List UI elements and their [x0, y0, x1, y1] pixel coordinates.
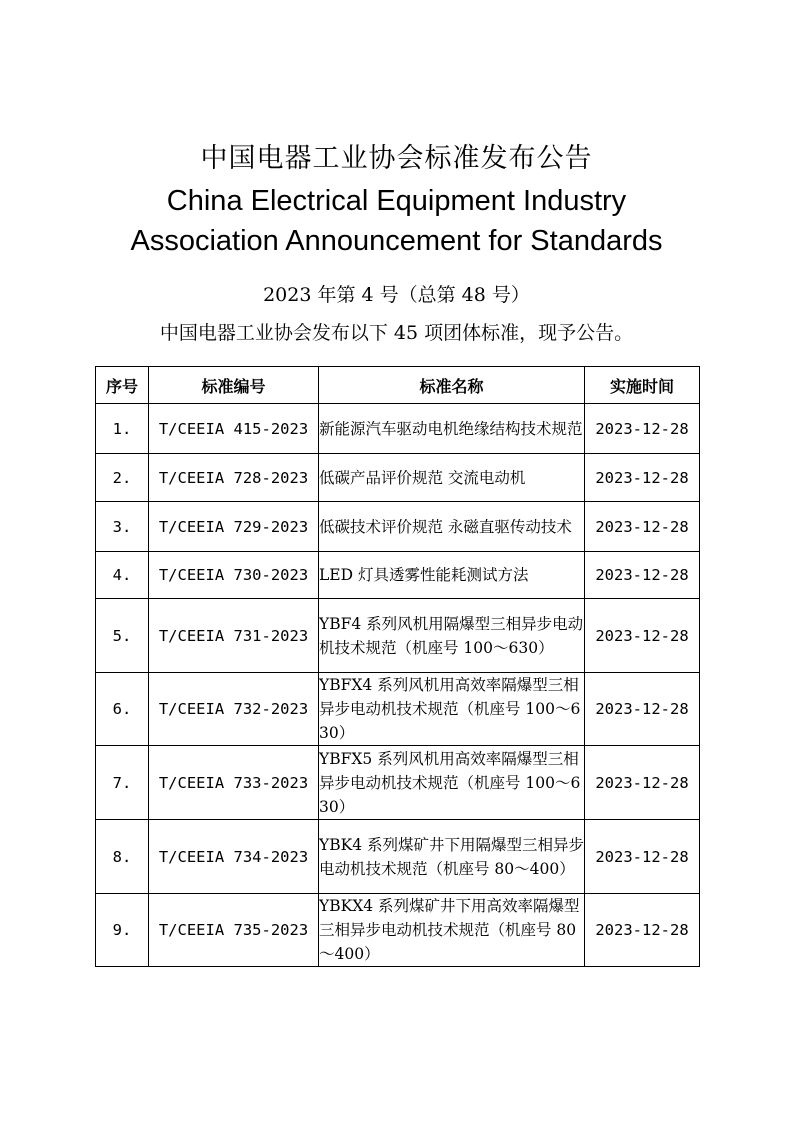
table-row: [96, 552, 700, 599]
row-date: 2023-12-28: [585, 502, 700, 552]
row-name: YBFX4 系列风机用高效率隔爆型三相异步电动机技术规范（机座号 100～630）: [319, 673, 585, 746]
row-code: T/CEEIA 728-2023: [149, 454, 319, 502]
intro-text: 中国电器工业协会发布以下 45 项团体标准，现予公告。: [159, 322, 634, 344]
row-code: T/CEEIA 731-2023: [149, 599, 319, 673]
row-date: 2023-12-28: [585, 673, 700, 746]
row-name: YBKX4 系列煤矿井下用高效率隔爆型三相异步电动机技术规范（机座号 80～400）: [319, 894, 585, 967]
row-date: 2023-12-28: [585, 894, 700, 967]
title-chinese: 中国电器工业协会标准发布公告: [200, 143, 593, 174]
table-row: [96, 746, 700, 820]
row-serial: 6.: [96, 673, 149, 746]
row-date: 2023-12-28: [585, 820, 700, 894]
table-row: [96, 454, 700, 502]
table-row: [96, 673, 700, 746]
row-name: LED 灯具透雾性能耗测试方法: [319, 552, 585, 599]
row-serial: 2.: [96, 454, 149, 502]
row-code: T/CEEIA 729-2023: [149, 502, 319, 552]
issue-number: 2023 年第 4 号（总第 48 号）: [263, 284, 530, 306]
row-serial: 5.: [96, 599, 149, 673]
row-name: 低碳产品评价规范 交流电动机: [319, 454, 585, 502]
table-row: [96, 820, 700, 894]
table-row: [96, 404, 700, 454]
header-serial: 序号: [96, 367, 149, 404]
row-date: 2023-12-28: [585, 599, 700, 673]
header-implementation-date: 实施时间: [585, 367, 700, 404]
row-code: T/CEEIA 732-2023: [149, 673, 319, 746]
row-serial: 7.: [96, 746, 149, 820]
row-serial: 4.: [96, 552, 149, 599]
row-name: YBK4 系列煤矿井下用隔爆型三相异步电动机技术规范（机座号 80～400）: [319, 820, 585, 894]
row-serial: 9.: [96, 894, 149, 967]
title-english-line-1: China Electrical Equipment Industry: [166, 185, 627, 217]
row-code: T/CEEIA 415-2023: [149, 404, 319, 454]
row-date: 2023-12-28: [585, 746, 700, 820]
table-row: [96, 502, 700, 552]
row-name: YBF4 系列风机用隔爆型三相异步电动机技术规范（机座号 100～630）: [319, 599, 585, 673]
table-row: [96, 894, 700, 967]
row-name: 低碳技术评价规范 永磁直驱传动技术: [319, 502, 585, 552]
table-row: [96, 599, 700, 673]
row-serial: 1.: [96, 404, 149, 454]
row-code: T/CEEIA 735-2023: [149, 894, 319, 967]
row-name: 新能源汽车驱动电机绝缘结构技术规范: [319, 404, 585, 454]
title-english-line-2: Association Announcement for Standards: [130, 225, 663, 257]
row-date: 2023-12-28: [585, 454, 700, 502]
row-date: 2023-12-28: [585, 404, 700, 454]
row-code: T/CEEIA 734-2023: [149, 820, 319, 894]
row-date: 2023-12-28: [585, 552, 700, 599]
row-serial: 8.: [96, 820, 149, 894]
row-code: T/CEEIA 730-2023: [149, 552, 319, 599]
standards-table: [95, 366, 700, 967]
header-standard-name: 标准名称: [319, 367, 585, 404]
header-standard-code: 标准编号: [149, 367, 319, 404]
row-name: YBFX5 系列风机用高效率隔爆型三相异步电动机技术规范（机座号 100～630）: [319, 746, 585, 820]
row-serial: 3.: [96, 502, 149, 552]
row-code: T/CEEIA 733-2023: [149, 746, 319, 820]
table-header-row: [96, 367, 700, 404]
